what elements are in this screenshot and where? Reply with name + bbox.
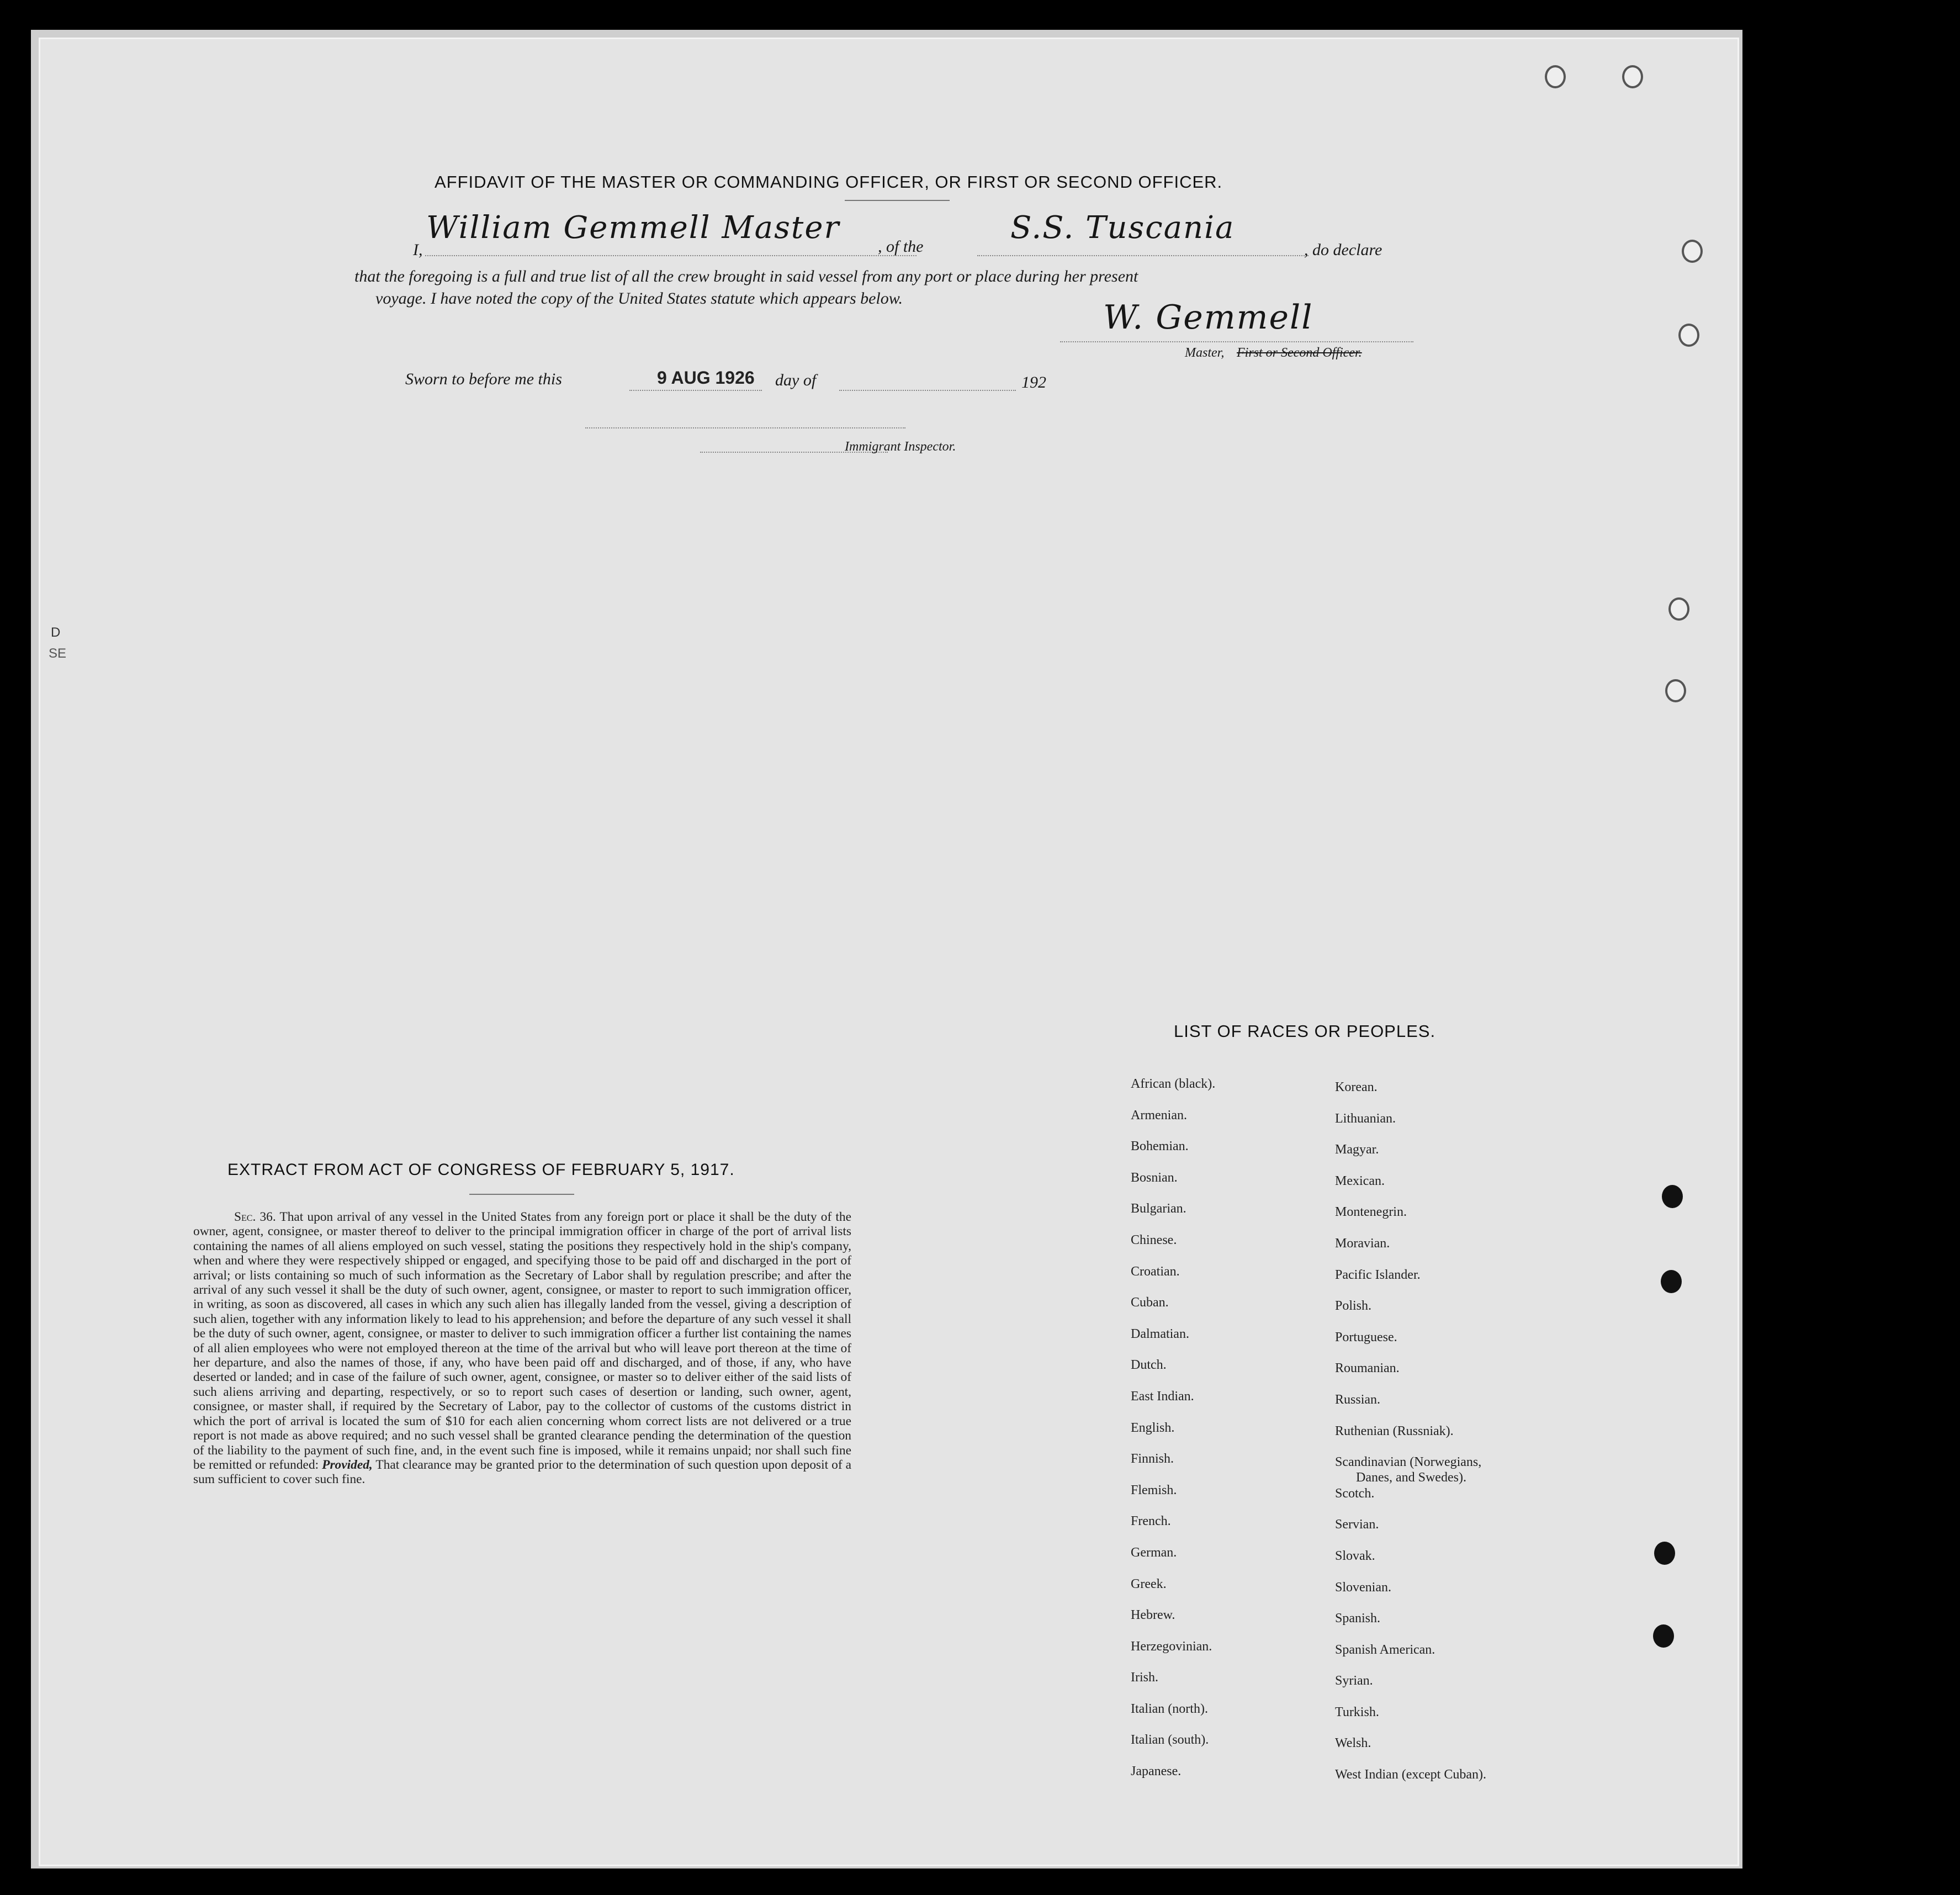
immigrant-inspector-label: Immigrant Inspector.	[845, 440, 956, 454]
race-item: Bosnian.	[1131, 1170, 1178, 1185]
race-item: Turkish.	[1335, 1705, 1379, 1719]
affidavit-do-declare: , do declare	[1304, 241, 1382, 259]
race-item: Italian (south).	[1131, 1733, 1209, 1748]
extract-heading-rule	[469, 1194, 574, 1195]
race-item: Portuguese.	[1335, 1330, 1397, 1345]
extract-text-part2: That clearance may be granted prior to the determination of such question upon deposit of a sum sufficient to cover such fine.	[193, 1457, 851, 1487]
punch-hole	[1654, 1542, 1675, 1565]
race-item: Spanish American.	[1335, 1642, 1435, 1657]
race-item: African (black).	[1131, 1077, 1216, 1091]
punch-hole	[1653, 1624, 1674, 1648]
race-item-continuation: Danes, and Swedes).	[1356, 1470, 1466, 1485]
margin-mark-se: SE	[49, 646, 67, 661]
provided-label: Provided,	[322, 1457, 373, 1472]
race-item: Chinese.	[1131, 1232, 1177, 1247]
race-item: Korean.	[1335, 1080, 1378, 1094]
punch-hole	[1622, 65, 1643, 88]
day-of-label: day of	[775, 371, 817, 389]
race-item: Pacific Islander.	[1335, 1267, 1421, 1282]
race-item: Armenian.	[1131, 1108, 1187, 1123]
race-item: Lithuanian.	[1335, 1111, 1396, 1126]
race-item: Syrian.	[1335, 1674, 1373, 1688]
race-item: Bulgarian.	[1131, 1201, 1186, 1216]
affidavit-pronoun: I,	[413, 241, 423, 259]
race-item: Cuban.	[1131, 1295, 1169, 1310]
race-item: Montenegrin.	[1335, 1205, 1407, 1220]
races-heading: LIST OF RACES OR PEOPLES.	[1174, 1021, 1436, 1041]
section-label: Sec. 36.	[234, 1210, 276, 1224]
race-item: Flemish.	[1131, 1483, 1177, 1497]
race-item: Servian.	[1335, 1517, 1379, 1532]
extract-body	[193, 1210, 851, 1487]
punch-hole	[1665, 679, 1686, 702]
year-prefix: 192	[1021, 373, 1046, 391]
race-item: Finnish.	[1131, 1452, 1174, 1467]
race-item	[1335, 1455, 1486, 1486]
race-item: Dutch.	[1131, 1358, 1167, 1373]
race-item: Roumanian.	[1335, 1361, 1400, 1376]
races-right-column	[1335, 1080, 1486, 1799]
race-item: Italian (north).	[1131, 1701, 1208, 1716]
race-item: West Indian (except Cuban).	[1335, 1767, 1486, 1782]
race-item: Welsh.	[1335, 1736, 1371, 1751]
race-item: Magyar.	[1335, 1142, 1379, 1157]
master-name-handwritten: William Gemmell Master	[426, 210, 840, 246]
race-item: French.	[1131, 1514, 1171, 1529]
extract-text-part1: That upon arrival of any vessel in the United States from any foreign port or place it shall be the duty of the owner, agent, consignee, or master thereof to deliver to the principal immigration officer in charge of the port of arrival lists containing the names of all aliens employed on such vessel, stating the positions they respectively hold in the ship's company, when and where they were respectively shipped or engaged, and specifying those to be paid off and discharged in the port of arrival; or lists containing so much of such information as the Secretary of Labor shall by regulation prescribe; and after the arrival of any such vessel it shall be the duty of such owner, agent, consignee, or master to report to such immigration officer, in writing, as soon as discovered, all cases in which any such alien has illegally landed from the vessel, giving a description of such alien, together with any information likely to lead to his apprehension; and before the departure of any such vessel it shall be the duty of such owner, agent, consignee, or master to deliver to such immigration officer a further list containing the names of all alien employees who were not employed thereon at the time of the arrival but who will leave port thereon at the time of her departure, and also the names of those, if any, who have been paid off and discharged, and of those, if any, who have deserted or landed; and in case of the failure of such owner, agent, consignee, or master so to deliver either of the said lists of such aliens arriving and departing, respectively, or so to report such cases of desertion or landing, such owner, agent, consignee, or master shall, if required by the Secretary of Labor, pay to the collector of customs of the customs district in which the port of arrival is located the sum of $10 for each alien concerning whom correct lists are not delivered or a true report is not made as above required; and no such vessel shall be granted clearance pending the determination of the question of the liability to the payment of such fine, and, in the event such fine is imposed, while it remains unpaid; nor shall such fine be remitted or refunded:	[193, 1210, 851, 1472]
race-item: Herzegovinian.	[1131, 1639, 1212, 1654]
vessel-line	[977, 255, 1309, 256]
extract-heading: EXTRACT FROM ACT OF CONGRESS OF FEBRUARY 5, 1917.	[227, 1161, 735, 1179]
race-item: Hebrew.	[1131, 1608, 1175, 1623]
affidavit-of-the: , of the	[878, 237, 924, 256]
race-item: Slovak.	[1335, 1548, 1375, 1563]
affidavit-heading-rule	[845, 200, 950, 201]
vessel-name-handwritten: S.S. Tuscania	[1010, 210, 1235, 246]
affidavit-line-2: that the foregoing is a full and true list of all the crew brought in said vessel from any port or place during her present	[354, 267, 1138, 285]
punch-hole	[1545, 65, 1566, 88]
race-item: Polish.	[1335, 1299, 1372, 1314]
race-item: Moravian.	[1335, 1236, 1390, 1251]
race-item: Russian.	[1335, 1392, 1381, 1407]
race-item: Greek.	[1131, 1576, 1167, 1591]
name-line	[425, 255, 917, 256]
inspector-line-1	[585, 427, 905, 428]
race-item: Mexican.	[1335, 1173, 1385, 1188]
race-item: Bohemian.	[1131, 1139, 1189, 1154]
race-item: Irish.	[1131, 1670, 1158, 1685]
race-item: Scotch.	[1335, 1486, 1375, 1501]
punch-hole	[1682, 240, 1703, 263]
race-item: Ruthenian (Russniak).	[1335, 1423, 1454, 1438]
day-of-line	[839, 390, 1016, 391]
punch-hole	[1661, 1270, 1682, 1293]
sworn-label: Sworn to before me this	[405, 370, 562, 388]
affidavit-heading: AFFIDAVIT OF THE MASTER OR COMMANDING OFFICER, OR FIRST OR SECOND OFFICER.	[435, 172, 1223, 192]
race-item: Spanish.	[1335, 1611, 1381, 1626]
race-item: East Indian.	[1131, 1389, 1194, 1404]
affidavit-line-3: voyage. I have noted the copy of the United States statute which appears below.	[375, 289, 903, 308]
races-left-column	[1131, 1077, 1215, 1796]
race-item: English.	[1131, 1420, 1175, 1435]
struck-officer-label: First or Second Officer.	[1237, 346, 1362, 360]
punch-hole	[1668, 597, 1689, 621]
punch-hole	[1662, 1185, 1683, 1208]
race-item: Slovenian.	[1335, 1580, 1391, 1595]
race-item: German.	[1131, 1545, 1177, 1560]
race-item: Croatian.	[1131, 1264, 1180, 1279]
master-label: Master,	[1185, 346, 1225, 360]
date-stamp: 9 AUG 1926	[657, 368, 755, 388]
race-item: Dalmatian.	[1131, 1326, 1189, 1341]
master-signature: W. Gemmell	[1103, 298, 1313, 337]
signature-line	[1060, 341, 1413, 342]
race-item: Japanese.	[1131, 1764, 1182, 1779]
sworn-date-line	[629, 390, 762, 391]
margin-mark-d: D	[51, 625, 61, 640]
punch-hole	[1678, 324, 1699, 347]
race-item-text: Scandinavian (Norwegians,	[1335, 1455, 1482, 1470]
